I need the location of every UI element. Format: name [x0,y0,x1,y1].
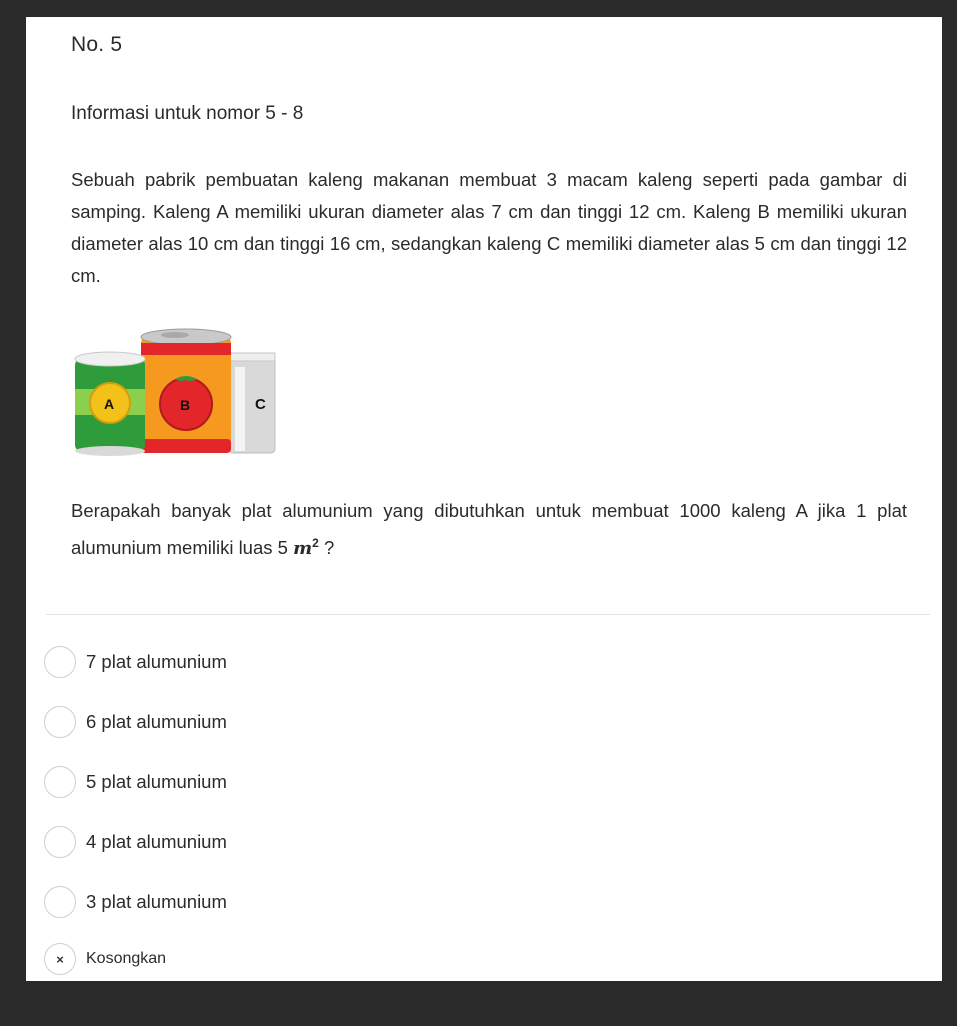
option-c[interactable] [44,763,227,801]
can-c [229,353,275,453]
option-label: 5 plat alumunium [86,771,227,792]
option-e[interactable] [44,883,227,921]
option-label: 7 plat alumunium [86,651,227,672]
radio-button[interactable] [44,646,76,678]
can-b-label: B [180,397,191,413]
option-d[interactable] [44,823,227,861]
info-heading: Informasi untuk nomor 5 - 8 [71,103,304,124]
unit-exponent: 2 [312,536,319,550]
radio-button[interactable] [44,706,76,738]
question-prompt-text: Berapakah banyak plat alumunium yang dibutuhkan untuk membuat 1000 kaleng A jika 1 plat alumunium memiliki luas 5 [71,500,907,559]
can-c-label: C [255,396,266,413]
divider [46,614,930,615]
can-a-label: A [104,396,115,412]
option-b[interactable] [44,703,227,741]
question-number: No. 5 [71,33,123,56]
option-label: 3 plat alumunium [86,891,227,912]
can-a [75,352,145,456]
question-card [26,17,942,981]
clear-answer-button[interactable] [44,940,166,978]
option-label: 4 plat alumunium [86,831,227,852]
clear-label: Kosongkan [86,950,167,967]
close-icon[interactable]: × [44,943,76,975]
option-a[interactable] [44,643,227,681]
question-paragraph: Sebuah pabrik pembuatan kaleng makanan membuat 3 macam kaleng seperti pada gambar di samping. Kaleng A memiliki ukuran diameter alas 7 cm dan tinggi 12 cm. Kaleng B memiliki ukuran diameter alas 10 cm dan tinggi 16 cm, sedangkan kaleng C memiliki diameter alas 5 cm dan tinggi 12 cm. [71,169,907,286]
unit-m: m [293,538,313,560]
question-prompt [71,495,907,565]
cans-illustration [71,327,281,457]
question-mark: ? [323,537,335,559]
can-b [141,329,231,453]
radio-button[interactable] [44,886,76,918]
option-label: 6 plat alumunium [86,711,227,732]
radio-button[interactable] [44,826,76,858]
radio-button[interactable] [44,766,76,798]
cans-svg [71,327,281,457]
